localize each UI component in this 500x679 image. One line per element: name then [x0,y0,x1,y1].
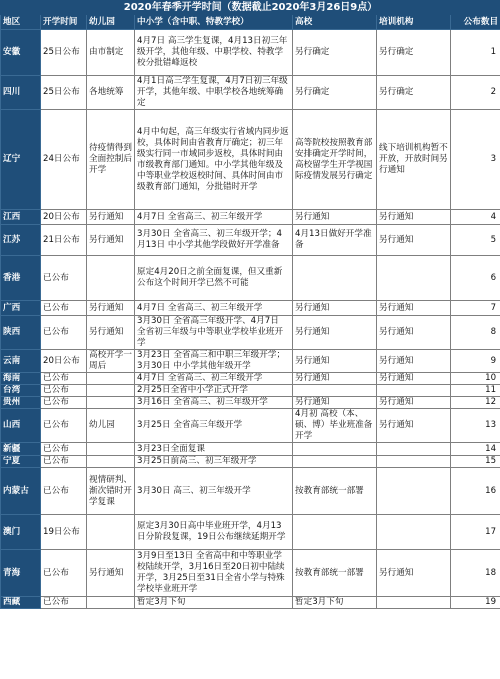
training-cell: 另行通知 [377,210,451,225]
kindergarten-cell: 待疫情得到全面控制后开学 [87,110,135,210]
kindergarten-cell: 另行通知 [87,550,135,597]
school-cell: 原定4月20日之前全面复课，但又重新公布这个时间开学已然不可能 [135,256,293,301]
kindergarten-cell: 由市制定 [87,30,135,76]
table-row [1,373,500,385]
school-cell: 3月23日全面复课 [135,443,293,456]
date-cell: 已公布 [41,409,87,443]
training-cell: 另行通知 [377,316,451,350]
region-cell: 青海 [1,550,41,597]
college-cell: 另行通知 [293,373,377,385]
header-cell: 高校 [293,15,377,30]
header-cell: 地区 [1,15,41,30]
count-cell: 14 [451,443,500,456]
table-row [1,225,500,256]
region-cell: 新疆 [1,443,41,456]
college-cell [293,515,377,550]
table-row [1,443,500,456]
table-title: 2020年春季开学时间（数据截止2020年3月26日9点） [1,1,500,15]
school-cell: 3月30日 全省高三、初三年级开学；4月13日 中小学其他学段做好开学准备 [135,225,293,256]
count-cell: 9 [451,350,500,373]
date-cell: 25日公布 [41,76,87,110]
region-cell: 内蒙古 [1,468,41,515]
kindergarten-cell: 另行通知 [87,301,135,316]
training-cell: 另行通知 [377,373,451,385]
table-row [1,350,500,373]
school-cell: 原定3月30日高中毕业班开学，4月13日分阶段复课，19日公布继续延期开学 [135,515,293,550]
header-cell: 中小学（含中职、特教学校） [135,15,293,30]
college-cell [293,456,377,468]
date-cell: 19日公布 [41,515,87,550]
date-cell: 已公布 [41,316,87,350]
training-cell: 另行通知 [377,350,451,373]
header-cell: 开学时间 [41,15,87,30]
table-row [1,468,500,515]
school-cell: 3月9日至13日 全省高中和中等职业学校陆续开学，3月16日至20日初中陆续开学，3月25日至31日全省小学与特殊学校毕业班开学 [135,550,293,597]
date-cell: 已公布 [41,468,87,515]
date-cell: 已公布 [41,373,87,385]
kindergarten-cell [87,397,135,409]
table-row [1,397,500,409]
table-row [1,210,500,225]
count-cell: 5 [451,225,500,256]
kindergarten-cell: 另行通知 [87,210,135,225]
count-cell: 1 [451,30,500,76]
count-cell: 7 [451,301,500,316]
region-cell: 陕西 [1,316,41,350]
count-cell: 8 [451,316,500,350]
kindergarten-cell: 高校开学一周后 [87,350,135,373]
header-cell: 幼儿园 [87,15,135,30]
kindergarten-cell [87,597,135,609]
school-cell: 3月25日 全省高三年级开学 [135,409,293,443]
date-cell: 20日公布 [41,210,87,225]
college-cell: 4月13日做好开学准备 [293,225,377,256]
college-cell: 另行通知 [293,210,377,225]
count-cell: 16 [451,468,500,515]
college-cell [293,256,377,301]
training-cell: 另行确定 [377,76,451,110]
date-cell: 已公布 [41,301,87,316]
school-cell: 3月25日前高三、初三年级开学 [135,456,293,468]
kindergarten-cell [87,256,135,301]
training-cell [377,443,451,456]
school-cell: 4月7日 全省高三、初三年级开学 [135,373,293,385]
training-cell: 另行通知 [377,225,451,256]
training-cell: 线下培训机构暂不开放，开放时间另行通知 [377,110,451,210]
region-cell: 澳门 [1,515,41,550]
region-cell: 宁夏 [1,456,41,468]
college-cell [293,443,377,456]
kindergarten-cell [87,373,135,385]
region-cell: 云南 [1,350,41,373]
date-cell: 已公布 [41,597,87,609]
kindergarten-cell: 另行通知 [87,316,135,350]
date-cell: 已公布 [41,397,87,409]
kindergarten-cell [87,385,135,397]
date-cell: 25日公布 [41,30,87,76]
school-cell: 暂定3月下旬 [135,597,293,609]
college-cell: 暂定3月下旬 [293,597,377,609]
count-cell: 13 [451,409,500,443]
training-cell [377,256,451,301]
header-cell: 公布数目 [451,15,500,30]
school-cell: 4月7日 高三学生复课，4月13日初三年级开学，其他年级、中职学校、特教学校分批错峰返校 [135,30,293,76]
table-row [1,30,500,76]
training-cell [377,468,451,515]
training-cell: 另行通知 [377,409,451,443]
region-cell: 海南 [1,373,41,385]
region-cell: 台湾 [1,385,41,397]
date-cell: 已公布 [41,385,87,397]
count-cell: 17 [451,515,500,550]
date-cell: 20日公布 [41,350,87,373]
college-cell [293,385,377,397]
table-row [1,550,500,597]
training-cell: 另行确定 [377,30,451,76]
table-row [1,515,500,550]
school-cell: 4月1日高三学生复课，4月7日初三年级开学，其他年级、中职学校各地统筹确定 [135,76,293,110]
date-cell: 21日公布 [41,225,87,256]
college-cell: 4月初 高校（本、硕、博）毕业班准备开学 [293,409,377,443]
college-cell: 按教育部统一部署 [293,468,377,515]
count-cell: 15 [451,456,500,468]
school-cell: 3月16日 全省高三、初三年级开学 [135,397,293,409]
kindergarten-cell: 幼儿园 [87,409,135,443]
kindergarten-cell: 另行通知 [87,225,135,256]
college-cell: 另行通知 [293,316,377,350]
school-cell: 3月30日 全省高三年级开学、4月7日 全省初三年级与中等职业学校毕业班开学 [135,316,293,350]
count-cell: 3 [451,110,500,210]
college-cell: 按教育部统一部署 [293,550,377,597]
region-cell: 香港 [1,256,41,301]
table-row [1,301,500,316]
college-cell: 另行通知 [293,397,377,409]
table-row [1,76,500,110]
training-cell: 另行通知 [377,301,451,316]
count-cell: 6 [451,256,500,301]
region-cell: 江苏 [1,225,41,256]
header-row [1,15,500,30]
table-row [1,597,500,609]
date-cell: 已公布 [41,443,87,456]
college-cell: 另行通知 [293,350,377,373]
date-cell: 已公布 [41,456,87,468]
count-cell: 12 [451,397,500,409]
college-cell: 另行确定 [293,76,377,110]
count-cell: 18 [451,550,500,597]
region-cell: 四川 [1,76,41,110]
training-cell [377,456,451,468]
kindergarten-cell [87,443,135,456]
table-row [1,110,500,210]
college-cell: 高等院校按照教育部安排确定开学时间，高校留学生开学视国际疫情发展另行确定 [293,110,377,210]
training-cell [377,597,451,609]
table-row [1,316,500,350]
count-cell: 2 [451,76,500,110]
school-cell: 2月25日全省中小学正式开学 [135,385,293,397]
school-cell: 3月30日 高三、初三年级开学 [135,468,293,515]
region-cell: 山西 [1,409,41,443]
kindergarten-cell [87,456,135,468]
training-cell: 另行通知 [377,550,451,597]
school-cell: 3月23日 全省高三和中职三年级开学；3月30日 中小学其他年级开学 [135,350,293,373]
date-cell: 已公布 [41,550,87,597]
school-cell: 4月7日 全省高三、初三年级开学 [135,210,293,225]
region-cell: 贵州 [1,397,41,409]
count-cell: 10 [451,373,500,385]
table-row [1,256,500,301]
count-cell: 19 [451,597,500,609]
date-cell: 24日公布 [41,110,87,210]
region-cell: 安徽 [1,30,41,76]
region-cell: 辽宁 [1,110,41,210]
table-row [1,385,500,397]
training-cell [377,385,451,397]
college-cell: 另行通知 [293,301,377,316]
region-cell: 广西 [1,301,41,316]
count-cell: 4 [451,210,500,225]
region-cell: 西藏 [1,597,41,609]
header-cell: 培训机构 [377,15,451,30]
school-cell: 4月中旬起，高三年级实行省域内同步返校，具体时间由省教育厅确定；初三年级实行同一市域同步返校，具体时间由市级教育部门通知。中小学其他年级及中等职业学校返校时间、具体时间由市级教育部门通知，分批错时开学 [135,110,293,210]
table-row [1,409,500,443]
date-cell: 已公布 [41,256,87,301]
school-cell: 4月7日 全省高三、初三年级开学 [135,301,293,316]
region-cell: 江西 [1,210,41,225]
count-cell: 11 [451,385,500,397]
table-row [1,456,500,468]
training-cell: 另行通知 [377,397,451,409]
kindergarten-cell: 视情研判、渐次错时开学复课 [87,468,135,515]
training-cell [377,515,451,550]
kindergarten-cell [87,515,135,550]
college-cell: 另行确定 [293,30,377,76]
kindergarten-cell: 各地统筹 [87,76,135,110]
